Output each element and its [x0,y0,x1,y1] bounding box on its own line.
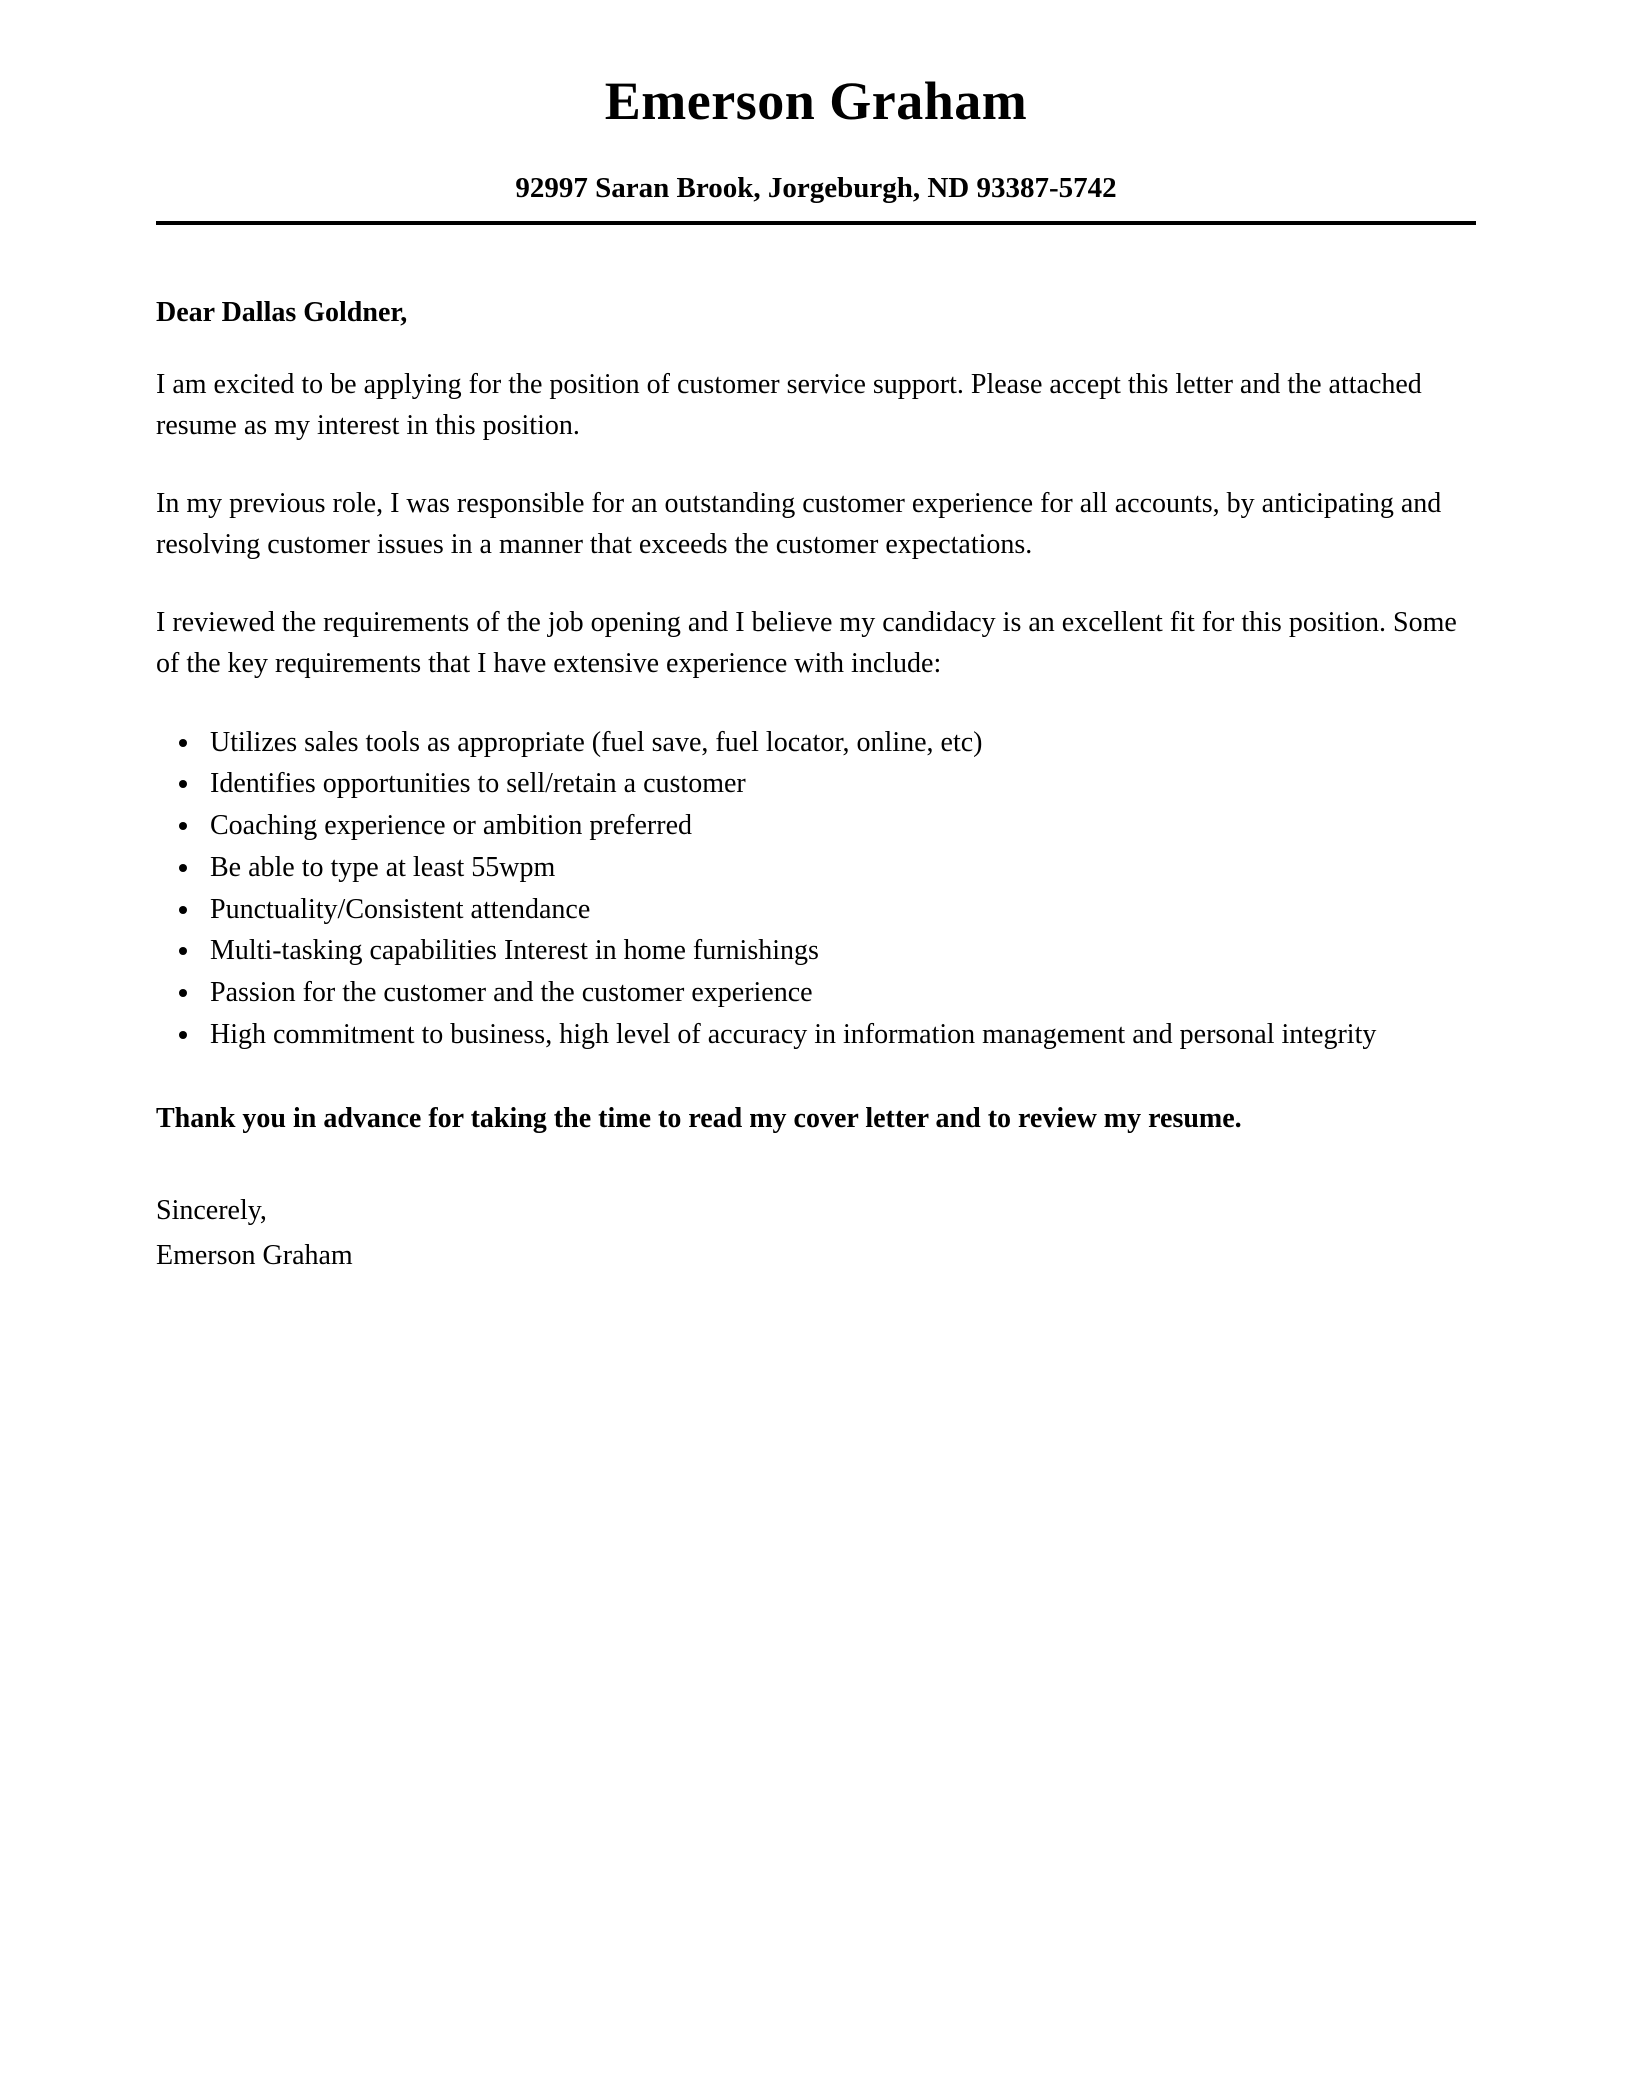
header-divider [156,221,1476,225]
salutation: Dear Dallas Goldner, [156,297,408,328]
closing-word: Sincerely, [156,1195,267,1227]
list-item: • Identifies opportunities to sell/retain a customer [202,764,1476,804]
list-item: • Passion for the customer and the customer experience [202,973,1476,1013]
list-item: • Punctuality/Consistent attendance [202,890,1476,930]
thank-you-line: Thank you in advance for taking the time to read my cover letter and to review my resume. [156,1102,1242,1134]
letter-author-name: Emerson Graham [604,71,1028,131]
paragraph-previous-role: In my previous role, I was responsible for an outstanding customer experience for all accounts, by anticipating and resolving customer issues in a manner that exceeds the customer expectations. [156,488,1442,560]
paragraph-intro: I am excited to be applying for the position of customer service support. Please accept this letter and the attached resume as my interest in this position. [156,369,1422,441]
requirements-list [156,723,1476,1055]
list-item: • Multi-tasking capabilities Interest in home furnishings [202,931,1476,971]
list-item: • Utilizes sales tools as appropriate (fuel save, fuel locator, online, etc) [202,723,1476,763]
letter-address: 92997 Saran Brook, Jorgeburgh, ND 93387-5742 [515,172,1117,204]
list-item: • Be able to type at least 55wpm [202,848,1476,888]
signature-name: Emerson Graham [156,1239,353,1271]
list-item: • High commitment to business, high level of accuracy in information management and personal integrity [202,1015,1476,1055]
list-item: • Coaching experience or ambition preferred [202,806,1476,846]
paragraph-requirements: I reviewed the requirements of the job opening and I believe my candidacy is an excellent fit for this position. Some of the key requirements that I have extensive experience with include: [156,607,1457,679]
